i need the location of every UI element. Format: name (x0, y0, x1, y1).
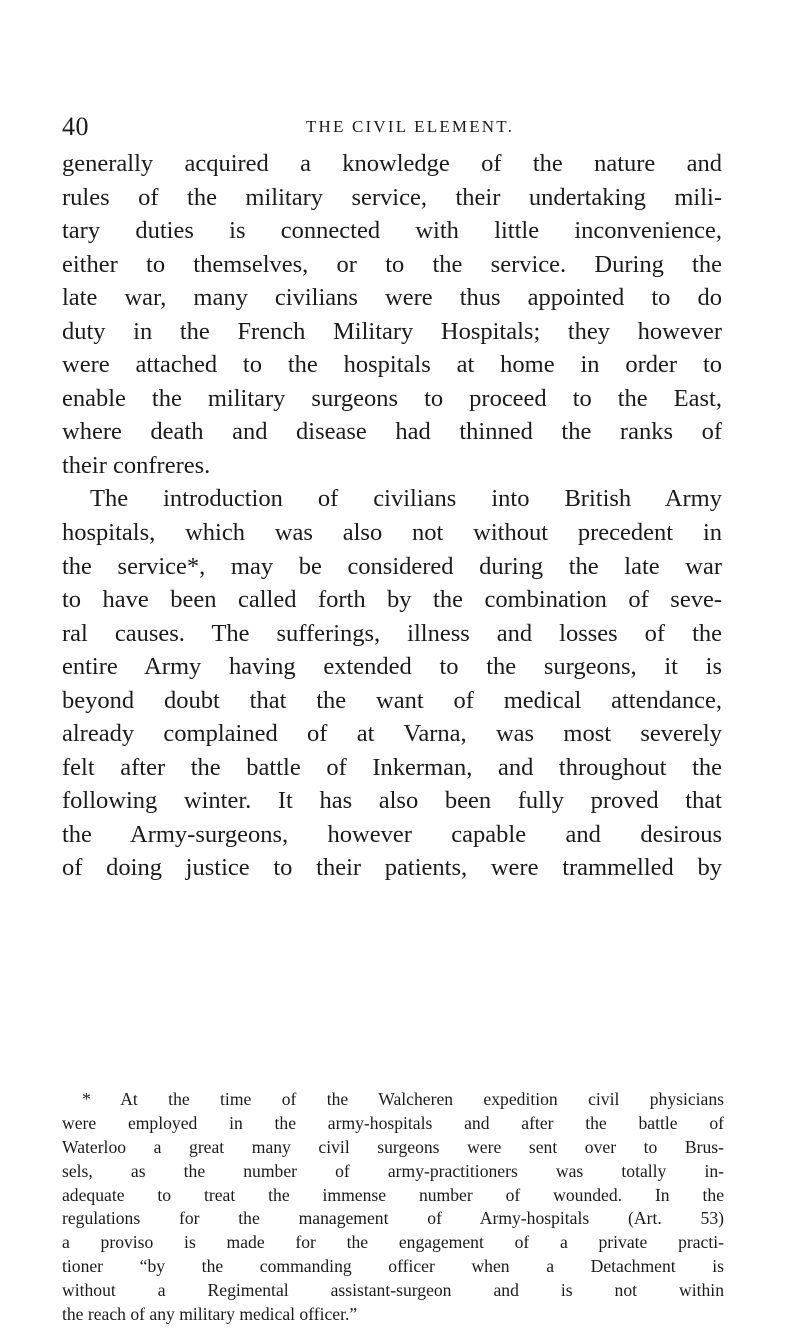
footnote-line: regulations for the management of Army-hospitals (Art. 53) (62, 1208, 724, 1229)
footnote-line: were employed in the army-hospitals and after the battle of (62, 1112, 724, 1133)
body-line: already complained of at Varna, was most severely (62, 720, 722, 748)
body-line: duty in the French Military Hospitals; they however (62, 317, 722, 345)
body-line: either to themselves, or to the service. During the (62, 250, 722, 278)
body-line: hospitals, which was also not without precedent in (62, 519, 722, 547)
page-number: 40 (62, 112, 89, 141)
body-line: of doing justice to their patients, were trammelled by (62, 854, 722, 882)
footnote-line: sels, as the number of army-practitioners was totally in- (62, 1160, 724, 1181)
body-line: the Army-surgeons, however capable and desirous (62, 820, 722, 848)
running-title: THE CIVIL ELEMENT. (305, 117, 515, 136)
body-text (62, 147, 722, 885)
body-line: their confreres. (62, 451, 211, 479)
body-line: enable the military surgeons to proceed to the East, (62, 384, 722, 412)
footnote-line: without a Regimental assistant-surgeon and is not within (62, 1280, 724, 1301)
footnote-line: Waterloo a great many civil surgeons were sent over to Brus- (62, 1136, 724, 1157)
body-line: late war, many civilians were thus appointed to do (62, 284, 722, 312)
footnote-line: tioner “by the commanding officer when a Detachment is (62, 1256, 724, 1277)
body-line: rules of the military service, their undertaking mili- (62, 183, 722, 211)
running-head (0, 112, 800, 142)
body-line: tary duties is connected with little inconvenience, (62, 217, 722, 245)
body-line: The introduction of civilians into British Army (90, 485, 722, 513)
body-line: following winter. It has also been fully proved that (62, 787, 722, 815)
body-line: the service*, may be considered during the late war (62, 552, 722, 580)
footnote-line: the reach of any military medical officer.” (62, 1304, 358, 1325)
body-line: where death and disease had thinned the ranks of (62, 418, 722, 446)
body-line: felt after the battle of Inkerman, and throughout the (62, 753, 722, 781)
body-line: ral causes. The sufferings, illness and losses of the (62, 619, 722, 647)
body-line: beyond doubt that the want of medical attendance, (62, 686, 722, 714)
footnote (62, 1088, 724, 1327)
footnote-line: adequate to treat the immense number of wounded. In the (62, 1184, 724, 1205)
body-line: entire Army having extended to the surgeons, it is (62, 653, 722, 681)
footnote-line: * At the time of the Walcheren expedition civil physicians (82, 1089, 724, 1109)
body-line: were attached to the hospitals at home in order to (62, 351, 722, 379)
body-line: generally acquired a knowledge of the nature and (62, 150, 722, 177)
body-line: to have been called forth by the combination of seve- (62, 586, 722, 614)
footnote-line: a proviso is made for the engagement of a private practi- (62, 1232, 724, 1253)
